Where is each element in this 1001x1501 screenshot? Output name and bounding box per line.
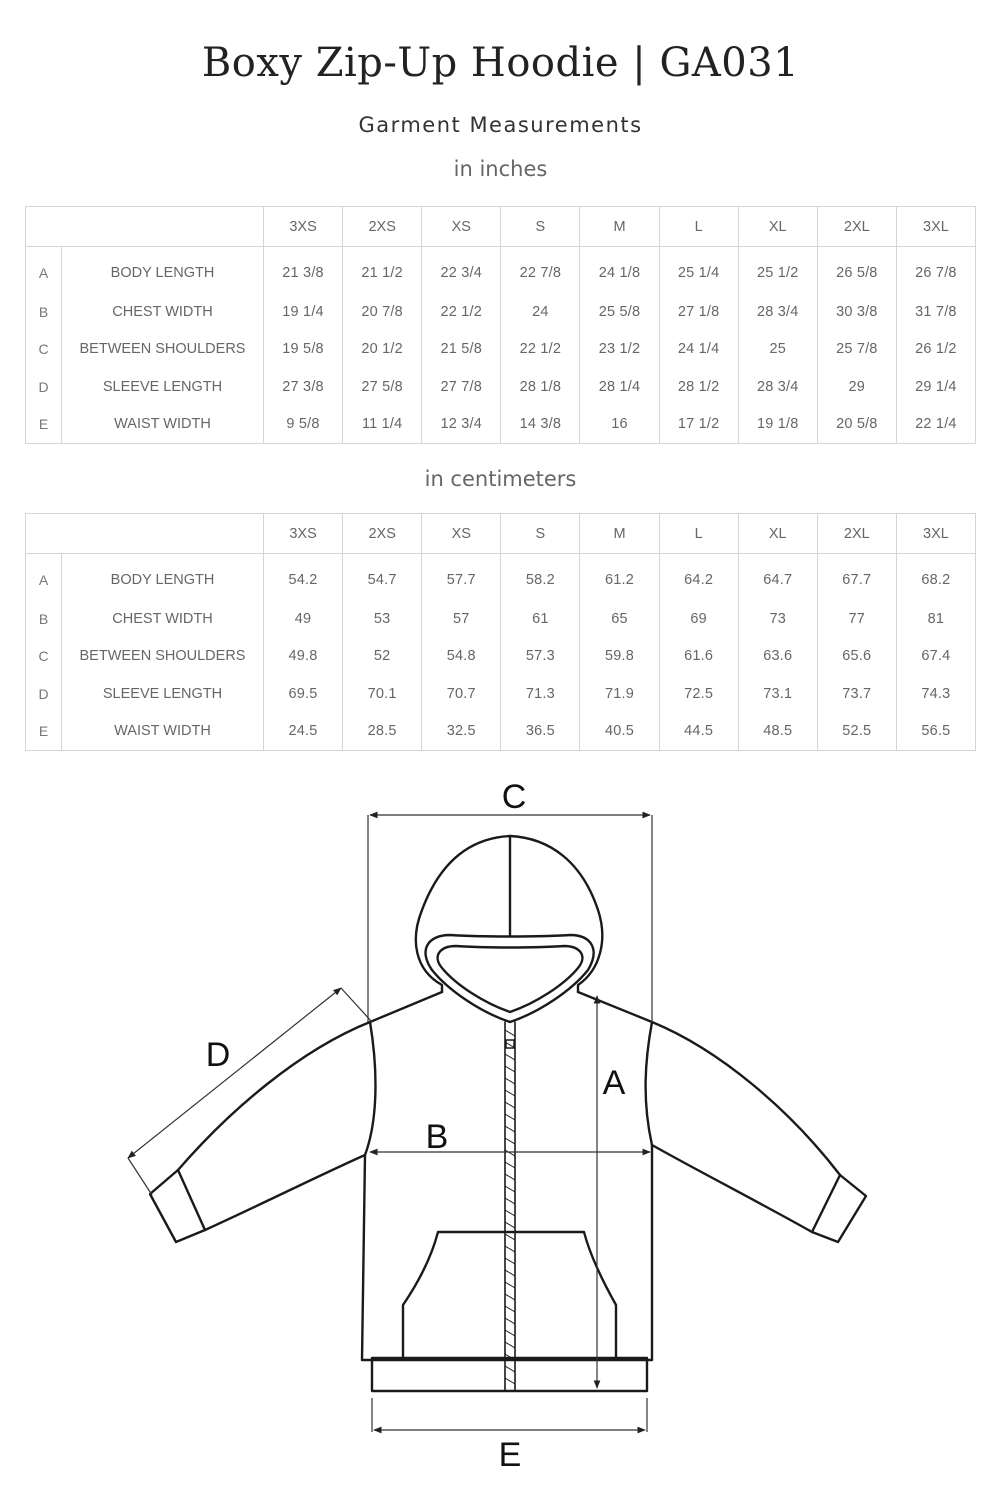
size-header: L <box>659 514 738 554</box>
table-row <box>26 293 976 331</box>
label-b: B <box>425 1118 449 1156</box>
left-cuff-seam <box>178 1170 205 1230</box>
measurement-value: 59.8 <box>580 638 659 676</box>
measurement-value: 25 1/2 <box>738 247 817 294</box>
table-row <box>26 331 976 369</box>
size-header: 2XL <box>817 514 896 554</box>
measurement-value: 17 1/2 <box>659 406 738 444</box>
table-row <box>26 600 976 638</box>
measurement-value: 27 7/8 <box>422 368 501 406</box>
measurement-value: 24 1/4 <box>659 331 738 369</box>
measurement-value: 25 1/4 <box>659 247 738 294</box>
measurement-value: 24 1/8 <box>580 247 659 294</box>
measurement-value: 56.5 <box>896 713 975 751</box>
measurement-guides <box>128 815 652 1432</box>
measurement-value: 28.5 <box>343 713 422 751</box>
measurement-value: 21 3/8 <box>264 247 343 294</box>
size-header: 2XS <box>343 207 422 247</box>
measurement-value: 19 5/8 <box>264 331 343 369</box>
measurement-value: 19 1/8 <box>738 406 817 444</box>
measurement-value: 54.7 <box>343 554 422 601</box>
measurement-name: WAIST WIDTH <box>62 713 264 751</box>
measurement-letter: A <box>26 554 62 601</box>
measurement-value: 69.5 <box>264 675 343 713</box>
measurement-name: WAIST WIDTH <box>62 406 264 444</box>
measurement-value: 52.5 <box>817 713 896 751</box>
measurement-value: 67.7 <box>817 554 896 601</box>
measurement-value: 26 7/8 <box>896 247 975 294</box>
measurement-value: 48.5 <box>738 713 817 751</box>
measurement-letter: D <box>26 675 62 713</box>
size-header: 3XS <box>264 207 343 247</box>
centimeters-section-label: in centimeters <box>424 467 577 491</box>
page-subtitle: Garment Measurements <box>358 113 643 137</box>
measurement-value: 22 1/2 <box>501 331 580 369</box>
measurement-value: 61 <box>501 600 580 638</box>
measurement-value: 28 1/8 <box>501 368 580 406</box>
table-row <box>26 713 976 751</box>
size-header: S <box>501 514 580 554</box>
measurement-value: 9 5/8 <box>264 406 343 444</box>
measurement-value: 49 <box>264 600 343 638</box>
measurement-value: 32.5 <box>422 713 501 751</box>
measurement-letter: B <box>26 293 62 331</box>
measurement-value: 72.5 <box>659 675 738 713</box>
hoodie-diagram <box>0 760 1001 1501</box>
measurement-letter: C <box>26 331 62 369</box>
measurement-value: 21 5/8 <box>422 331 501 369</box>
measurement-value: 54.2 <box>264 554 343 601</box>
measurement-value: 58.2 <box>501 554 580 601</box>
measurement-name: BODY LENGTH <box>62 554 264 601</box>
inches-header-row <box>26 207 976 247</box>
size-header: L <box>659 207 738 247</box>
inches-section-label: in inches <box>453 157 548 181</box>
label-c: C <box>501 778 527 816</box>
measurement-value: 25 7/8 <box>817 331 896 369</box>
measurement-name: CHEST WIDTH <box>62 293 264 331</box>
d-arrow <box>128 988 341 1158</box>
measurement-name: CHEST WIDTH <box>62 600 264 638</box>
measurement-letter: E <box>26 406 62 444</box>
measurement-value: 26 1/2 <box>896 331 975 369</box>
measurement-value: 25 <box>738 331 817 369</box>
measurement-value: 71.9 <box>580 675 659 713</box>
measurement-value: 28 3/4 <box>738 293 817 331</box>
right-shoulder <box>578 992 652 1022</box>
measurement-value: 77 <box>817 600 896 638</box>
measurement-name: BETWEEN SHOULDERS <box>62 331 264 369</box>
measurement-value: 23 1/2 <box>580 331 659 369</box>
measurement-value: 74.3 <box>896 675 975 713</box>
table-row <box>26 675 976 713</box>
measurement-value: 14 3/8 <box>501 406 580 444</box>
measurement-value: 61.2 <box>580 554 659 601</box>
header-blank-cell <box>26 514 264 554</box>
measurement-value: 40.5 <box>580 713 659 751</box>
size-header: XS <box>422 207 501 247</box>
measurement-value: 24.5 <box>264 713 343 751</box>
header-blank-cell <box>26 207 264 247</box>
label-e: E <box>498 1436 522 1474</box>
measurement-value: 28 1/2 <box>659 368 738 406</box>
right-sleeve <box>652 1022 866 1242</box>
measurement-value: 65.6 <box>817 638 896 676</box>
measurement-value: 31 7/8 <box>896 293 975 331</box>
measurement-value: 22 7/8 <box>501 247 580 294</box>
measurement-value: 73 <box>738 600 817 638</box>
measurement-value: 27 3/8 <box>264 368 343 406</box>
measurement-value: 16 <box>580 406 659 444</box>
measurement-letter: D <box>26 368 62 406</box>
d-guide-cuff <box>128 1158 152 1195</box>
measurement-value: 68.2 <box>896 554 975 601</box>
measurement-value: 22 1/2 <box>422 293 501 331</box>
measurement-value: 11 1/4 <box>343 406 422 444</box>
measurement-letter: A <box>26 247 62 294</box>
measurement-value: 36.5 <box>501 713 580 751</box>
table-row <box>26 638 976 676</box>
measurement-value: 65 <box>580 600 659 638</box>
hood-trim <box>438 946 583 1012</box>
measurement-value: 49.8 <box>264 638 343 676</box>
measurement-value: 54.8 <box>422 638 501 676</box>
measurement-name: SLEEVE LENGTH <box>62 368 264 406</box>
measurement-value: 67.4 <box>896 638 975 676</box>
measurement-name: SLEEVE LENGTH <box>62 675 264 713</box>
centimeters-table <box>25 513 976 751</box>
measurement-value: 27 1/8 <box>659 293 738 331</box>
measurement-value: 69 <box>659 600 738 638</box>
size-header: XS <box>422 514 501 554</box>
size-header: M <box>580 207 659 247</box>
measurement-value: 52 <box>343 638 422 676</box>
measurement-value: 70.1 <box>343 675 422 713</box>
measurement-value: 64.2 <box>659 554 738 601</box>
size-header: 3XL <box>896 207 975 247</box>
measurement-value: 64.7 <box>738 554 817 601</box>
measurement-value: 57 <box>422 600 501 638</box>
measurement-value: 30 3/8 <box>817 293 896 331</box>
measurement-value: 25 5/8 <box>580 293 659 331</box>
measurement-letter: C <box>26 638 62 676</box>
left-shoulder <box>370 992 442 1022</box>
measurement-value: 24 <box>501 293 580 331</box>
size-header: M <box>580 514 659 554</box>
size-header: 3XL <box>896 514 975 554</box>
measurement-value: 20 7/8 <box>343 293 422 331</box>
hoodie-outline <box>150 836 866 1391</box>
measurement-value: 22 3/4 <box>422 247 501 294</box>
label-a: A <box>602 1064 626 1102</box>
left-sleeve <box>150 1022 370 1242</box>
measurement-value: 27 5/8 <box>343 368 422 406</box>
measurement-value: 57.3 <box>501 638 580 676</box>
measurement-value: 12 3/4 <box>422 406 501 444</box>
size-header: 2XL <box>817 207 896 247</box>
measurement-value: 21 1/2 <box>343 247 422 294</box>
measurement-value: 20 1/2 <box>343 331 422 369</box>
inches-table <box>25 206 976 444</box>
table-row <box>26 247 976 294</box>
measurement-value: 53 <box>343 600 422 638</box>
measurement-value: 73.1 <box>738 675 817 713</box>
centimeters-header-row <box>26 514 976 554</box>
measurement-value: 20 5/8 <box>817 406 896 444</box>
measurement-value: 73.7 <box>817 675 896 713</box>
measurement-value: 28 3/4 <box>738 368 817 406</box>
measurement-value: 28 1/4 <box>580 368 659 406</box>
measurement-value: 26 5/8 <box>817 247 896 294</box>
measurement-name: BODY LENGTH <box>62 247 264 294</box>
measurement-value: 57.7 <box>422 554 501 601</box>
waistband <box>372 1358 647 1391</box>
table-row <box>26 406 976 444</box>
d-guide-shoulder <box>341 988 372 1022</box>
size-header: 2XS <box>343 514 422 554</box>
kangaroo-pocket <box>403 1232 616 1358</box>
measurement-value: 63.6 <box>738 638 817 676</box>
size-header: XL <box>738 514 817 554</box>
right-cuff-seam <box>812 1175 840 1232</box>
measurement-value: 71.3 <box>501 675 580 713</box>
measurement-name: BETWEEN SHOULDERS <box>62 638 264 676</box>
measurement-value: 29 <box>817 368 896 406</box>
measurement-letter: B <box>26 600 62 638</box>
measurement-value: 61.6 <box>659 638 738 676</box>
measurement-value: 44.5 <box>659 713 738 751</box>
measurement-value: 29 1/4 <box>896 368 975 406</box>
measurement-value: 70.7 <box>422 675 501 713</box>
table-row <box>26 368 976 406</box>
table-row <box>26 554 976 601</box>
size-header: 3XS <box>264 514 343 554</box>
measurement-value: 22 1/4 <box>896 406 975 444</box>
measurement-value: 19 1/4 <box>264 293 343 331</box>
page-title: Boxy Zip-Up Hoodie | GA031 <box>201 40 800 86</box>
measurement-value: 81 <box>896 600 975 638</box>
size-header: XL <box>738 207 817 247</box>
measurement-letter: E <box>26 713 62 751</box>
label-d: D <box>205 1036 231 1074</box>
size-header: S <box>501 207 580 247</box>
zipper-teeth <box>505 1030 515 1384</box>
